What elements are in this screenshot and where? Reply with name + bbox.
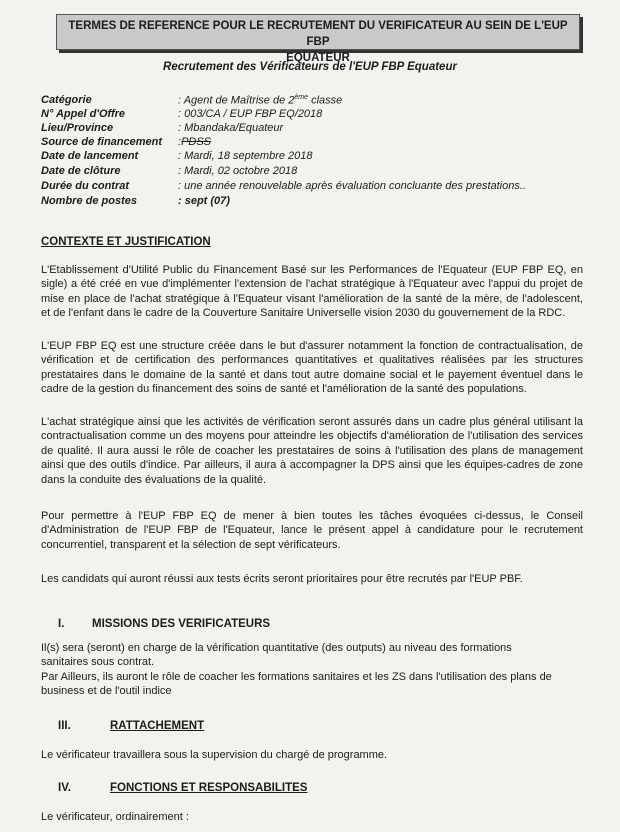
lieu-value: : Mbandaka/Equateur xyxy=(178,122,284,134)
contexte-paragraph-1: L'Etablissement d'Utilité Public du Financement Basé sur les Performances de l'Equateur (EUP FBP EQ, en sigle) a été créé en vue d'implémenter l'extension de l'achat stratégique à l'Equateur avec l'appui du projet de mise en place de l'achat stratégique à l'Equateur visant l'amélioration de la santé de la mère, de l'adolescent, et de l'enfant dans le cadre de la Couverture Sanitaire Universelle vision 2030 du gouvernement de la RDC. xyxy=(41,264,583,320)
postes-value: : sept (07) xyxy=(178,195,230,207)
fonctions-paragraph-1: Le vérificateur, ordinairement : xyxy=(41,811,189,823)
fonctions-roman: IV. xyxy=(58,782,72,794)
lieu-label: Lieu/Province xyxy=(41,122,114,134)
missions-paragraph-1: Il(s) sera (seront) en charge de la vérification quantitative (des outputs) au niveau des formations sanitaires sous contrat. xyxy=(41,642,512,669)
rattachement-roman: III. xyxy=(58,720,71,732)
contexte-paragraph-2: L'EUP FBP EQ est une structure créée dans le but d'assurer notamment la fonction de contractualisation, de vérification et de certification des performances quantitatives et qualitatives réalisées par les structures prestataires dans le domaine de la santé et dans tout autre domaine social et le payement éventuel dans le cadre de la gestion du financement des soins de santé et l'amélioration de la santé des populations. xyxy=(41,340,583,396)
contexte-heading: CONTEXTE ET JUSTIFICATION xyxy=(41,236,211,248)
document-title-line1: TERMES DE REFERENCE POUR LE RECRUTEMENT DU VERIFICATEUR AU SEIN DE L'EUP FBP xyxy=(68,20,568,48)
contexte-paragraph-3: L'achat stratégique ainsi que les activités de vérification seront assurés dans un cadre plus général utilisant la contractualisation comme un des moyens pour atteindre les objectifs d'amélioration de l'utilisation des services de qualité. Il aura aussi le rôle de coacher les prestataires de soins à l'utilisation des plans de management ainsi que des outils d'indice. Par ailleurs, il aura à accompagner la DPS ainsi que les équipes-cadres de zone dans la conduite des évaluations de la qualité. xyxy=(41,416,583,486)
categorie-label: Catégorie xyxy=(41,94,92,106)
missions-paragraph-2: Par Ailleurs, ils auront le rôle de coacher les formations sanitaires et les ZS dans l'utilisation des plans de business et de l'outil indice xyxy=(41,671,552,698)
source-label: Source de financement xyxy=(41,136,163,148)
document-subtitle: Recrutement des Vérificateurs de l'EUP FBP Equateur xyxy=(163,61,457,73)
appel-value: : 003/CA / EUP FBP EQ/2018 xyxy=(178,108,323,120)
duree-label: Durée du contrat xyxy=(41,180,130,192)
missions-roman: I. xyxy=(58,618,65,630)
source-value: :PDSS xyxy=(178,136,212,148)
contexte-paragraph-5: Les candidats qui auront réussi aux tests écrits seront prioritaires pour être recrutés par l'EUP PBF. xyxy=(41,573,523,585)
cloture-value: : Mardi, 02 octobre 2018 xyxy=(178,165,298,177)
rattachement-heading: RATTACHEMENT xyxy=(110,720,205,732)
duree-value: : une année renouvelable après évaluation concluante des prestations.. xyxy=(178,180,526,192)
appel-label: N° Appel d'Offre xyxy=(41,108,126,120)
cloture-label: Date de clôture xyxy=(41,165,121,177)
categorie-value: : Agent de Maîtrise de 2ème classe xyxy=(178,94,343,107)
fonctions-heading: FONCTIONS ET RESPONSABILITES xyxy=(110,782,308,794)
rattachement-paragraph-1: Le vérificateur travaillera sous la supervision du chargé de programme. xyxy=(41,749,388,761)
contexte-paragraph-4: Pour permettre à l'EUP FBP EQ de mener à bien toutes les tâches évoquées ci-dessus, le Conseil d'Administration de l'EUP FBP de l'Equateur, lance le présent appel à candidature pour le recrutement concurrentiel, transparent et la sélection de sept vérificateurs. xyxy=(41,510,583,551)
postes-label: Nombre de postes xyxy=(41,195,137,207)
lancement-value: : Mardi, 18 septembre 2018 xyxy=(178,150,313,162)
missions-heading: MISSIONS DES VERIFICATEURS xyxy=(92,618,271,630)
document-title-line2: EQUATEUR xyxy=(286,52,350,64)
lancement-label: Date de lancement xyxy=(41,150,139,162)
document-title-box xyxy=(56,14,580,64)
